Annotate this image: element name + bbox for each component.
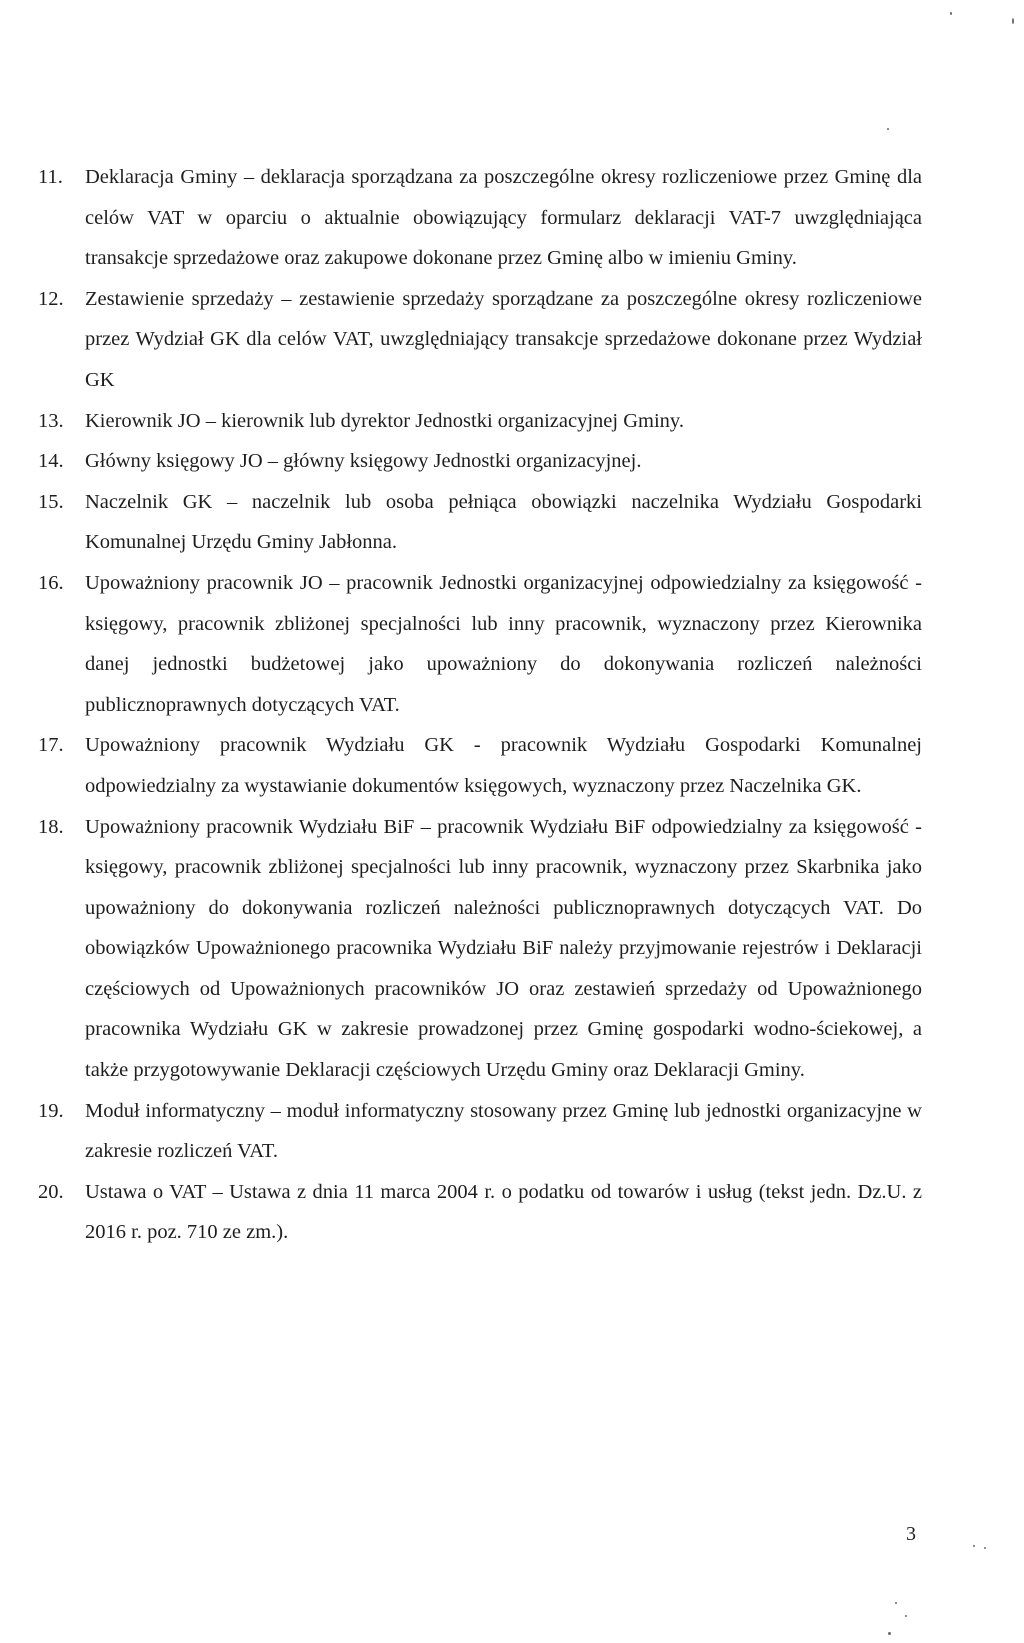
- definition-text: Deklaracja Gminy – deklaracja sporządzana za poszczególne okresy rozliczeniowe przez Gminę dla celów VAT w oparciu o aktualnie obowiązujący formularz deklaracji VAT-7 uwzględniająca transakcje sprzedażowe oraz zakupowe dokonane przez Gminę albo w imieniu Gminy.: [85, 166, 922, 270]
- definition-item: [38, 279, 922, 401]
- scan-speck: [973, 1545, 975, 1547]
- definition-item: [38, 1172, 922, 1253]
- scan-speck: [1012, 18, 1014, 24]
- definition-text: Upoważniony pracownik Wydziału BiF – pracownik Wydziału BiF odpowiedzialny za księgowość - księgowy, pracownik zbliżonej specjalności lub inny pracownik, wyznaczony przez Skarbnika jako upoważniony do dokonywania rozliczeń należności publicznoprawnych dotyczących VAT. Do obowiązków Upoważnionego pracownika Wydziału BiF należy przyjmowanie rejestrów i Deklaracji częściowych od Upoważnionych pracowników JO oraz zestawień sprzedaży od Upoważnionego pracownika Wydziału GK w zakresie prowadzonej przez Gminę gospodarki wodno-ściekowej, a także przygotowywanie Deklaracji częściowych Urzędu Gminy oraz Deklaracji Gminy.: [85, 815, 922, 1082]
- scan-speck: [888, 1632, 891, 1635]
- definitions-list: [38, 157, 922, 1253]
- definition-number: 19.: [38, 1099, 64, 1122]
- definition-text: Moduł informatyczny – moduł informatyczny stosowany przez Gminę lub jednostki organizacyjne w zakresie rozliczeń VAT.: [85, 1099, 922, 1163]
- scan-speck: [895, 1602, 897, 1604]
- definition-number: 17.: [38, 734, 64, 757]
- definition-text: Naczelnik GK – naczelnik lub osoba pełniąca obowiązki naczelnika Wydziału Gospodarki Komunalnej Urzędu Gminy Jabłonna.: [85, 490, 922, 554]
- page-number: 3: [906, 1523, 916, 1545]
- definition-item: [38, 441, 922, 482]
- scan-speck: [905, 1615, 907, 1617]
- definition-number: 14.: [38, 450, 64, 473]
- definition-text: Ustawa o VAT – Ustawa z dnia 11 marca 2004 r. o podatku od towarów i usług (tekst jedn. Dz.U. z 2016 r. poz. 710 ze zm.).: [85, 1180, 922, 1244]
- scan-speck: [887, 128, 889, 130]
- definition-text: Upoważniony pracownik Wydziału GK - pracownik Wydziału Gospodarki Komunalnej odpowiedzialny za wystawianie dokumentów księgowych, wyznaczony przez Naczelnika GK.: [85, 734, 922, 797]
- definition-item: [38, 725, 922, 806]
- definition-item: [38, 401, 922, 442]
- definition-number: 20.: [38, 1180, 64, 1203]
- definition-number: 13.: [38, 409, 64, 432]
- definition-text: Kierownik JO – kierownik lub dyrektor Jednostki organizacyjnej Gminy.: [85, 409, 684, 432]
- definition-item: [38, 482, 922, 563]
- definition-number: 11.: [38, 166, 63, 188]
- definition-text: Zestawienie sprzedaży – zestawienie sprzedaży sporządzane za poszczególne okresy rozliczeniowe przez Wydział GK dla celów VAT, uwzględniający transakcje sprzedażowe dokonane przez Wydział GK: [85, 287, 922, 391]
- definition-number: 12.: [38, 287, 64, 310]
- definition-number: 16.: [38, 571, 64, 594]
- definition-item: [38, 1091, 922, 1172]
- definition-number: 15.: [38, 490, 64, 513]
- scan-speck: [950, 12, 952, 15]
- definition-item: [38, 563, 922, 725]
- definition-text: Upoważniony pracownik JO – pracownik Jednostki organizacyjnej odpowiedzialny za księgowość - księgowy, pracownik zbliżonej specjalności lub inny pracownik, wyznaczony przez Kierownika danej jednostki budżetowej jako upoważniony do dokonywania rozliczeń należności publicznoprawnych dotyczących VAT.: [85, 571, 922, 716]
- definition-text: Główny księgowy JO – główny księgowy Jednostki organizacyjnej.: [85, 450, 642, 473]
- scan-speck: [984, 1547, 986, 1549]
- definition-number: 18.: [38, 815, 64, 838]
- definition-item: [38, 157, 922, 279]
- definition-item: [38, 807, 922, 1091]
